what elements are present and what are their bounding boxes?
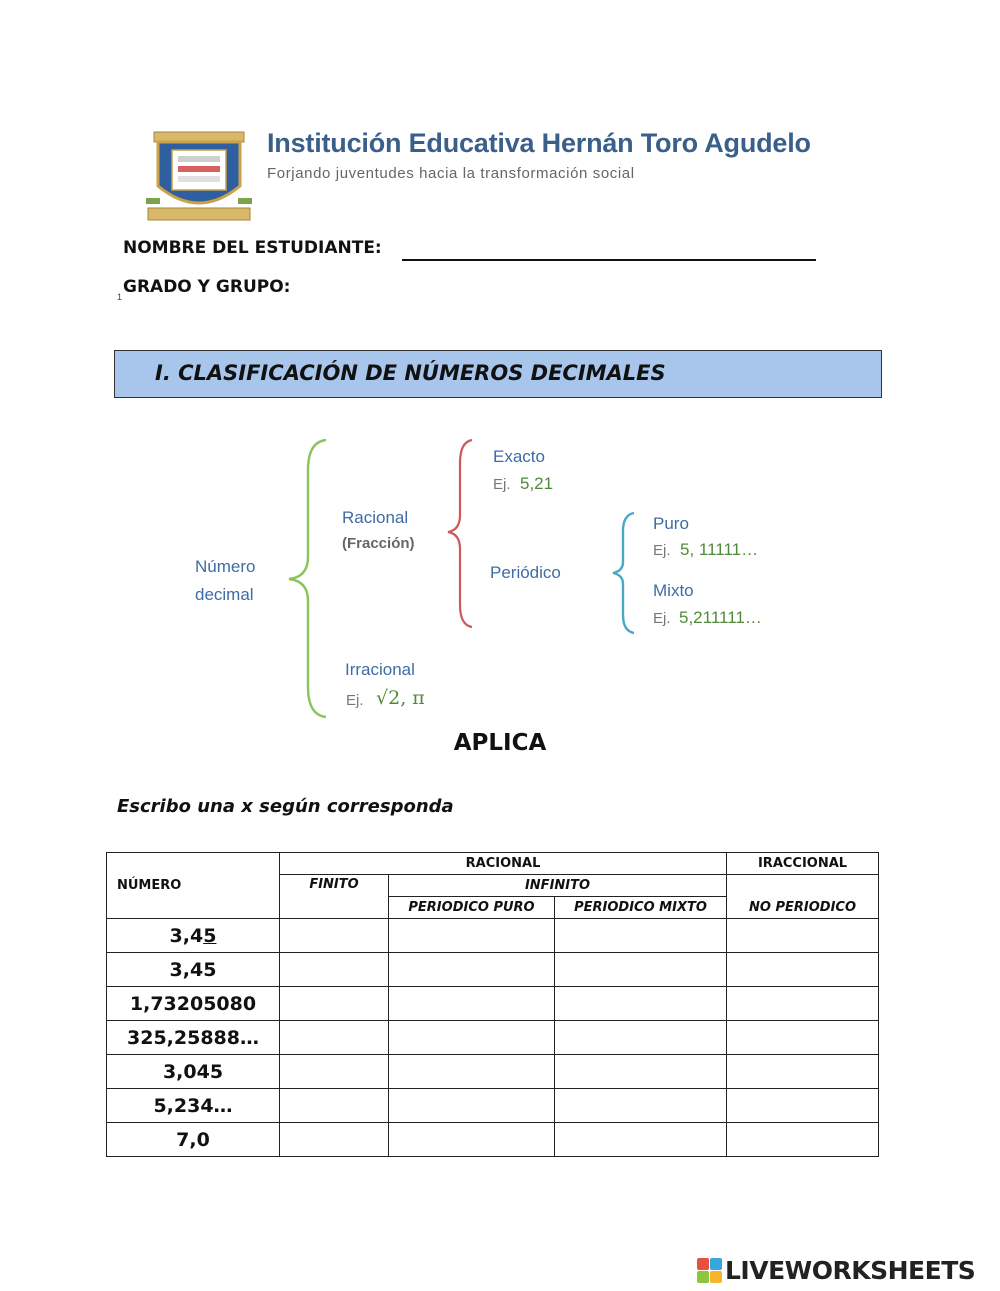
number-value: 1,73205080 <box>129 992 257 1015</box>
irracional-ej: Ej. <box>346 692 364 709</box>
answer-cell-finito[interactable] <box>280 1123 389 1157</box>
red-brace <box>448 440 472 627</box>
liveworksheets-text: LIVEWORKSHEETS <box>725 1256 976 1285</box>
liveworksheets-logo <box>697 1256 997 1286</box>
answer-cell-periodico-mixto[interactable] <box>555 1089 727 1123</box>
answer-cell-periodico-puro[interactable] <box>389 1123 555 1157</box>
answer-cell-periodico-mixto[interactable] <box>555 1123 727 1157</box>
racional-label: Racional <box>342 508 409 527</box>
irracional-blank-header <box>727 875 879 897</box>
number-cell <box>107 919 280 953</box>
number-value: 3,45 <box>169 958 217 981</box>
number-value: 325,25888… <box>127 1026 259 1049</box>
table-row <box>107 1021 879 1055</box>
table-row <box>107 987 879 1021</box>
puro-example: 5, 11111… <box>680 540 759 559</box>
answer-cell-finito[interactable] <box>280 987 389 1021</box>
instruction-text: Escribo una x según corresponda <box>117 796 454 817</box>
number-value: 7,0 <box>176 1128 210 1151</box>
answer-cell-periodico-puro[interactable] <box>389 953 555 987</box>
number-cell <box>107 1089 280 1123</box>
table-row <box>107 1089 879 1123</box>
stray-mark: 1 <box>117 292 123 302</box>
period-mark: 5 <box>203 924 217 947</box>
school-name: Institución Educativa Hernán Toro Agudelo <box>267 128 811 158</box>
answer-cell-no-periodico[interactable] <box>727 1021 879 1055</box>
number-cell <box>107 953 280 987</box>
answer-cell-periodico-puro[interactable] <box>389 1089 555 1123</box>
answer-cell-periodico-mixto[interactable] <box>555 953 727 987</box>
answer-cell-no-periodico[interactable] <box>727 1055 879 1089</box>
table-body <box>107 919 879 1157</box>
puro-label: Puro <box>653 514 689 533</box>
mixto-label: Mixto <box>653 581 694 600</box>
racional-header: RACIONAL <box>280 853 727 875</box>
periodico-puro-header: PERIODICO PURO <box>389 897 555 919</box>
answer-cell-finito[interactable] <box>280 1055 389 1089</box>
exacto-label: Exacto <box>493 447 545 466</box>
school-motto: Forjando juventudes hacia la transformación social <box>267 165 635 182</box>
answer-cell-no-periodico[interactable] <box>727 953 879 987</box>
table-row <box>107 1123 879 1157</box>
grade-group-label: GRADO Y GRUPO: <box>123 277 291 297</box>
irracional-example: √2, π <box>376 687 425 709</box>
answer-cell-periodico-mixto[interactable] <box>555 1055 727 1089</box>
aplica-title: APLICA <box>453 730 547 756</box>
answer-cell-no-periodico[interactable] <box>727 987 879 1021</box>
table-row <box>107 953 879 987</box>
infinito-header: INFINITO <box>389 875 727 897</box>
teal-brace <box>613 513 634 633</box>
answer-cell-periodico-puro[interactable] <box>389 987 555 1021</box>
school-crest-logo <box>140 128 258 224</box>
answer-cell-periodico-mixto[interactable] <box>555 919 727 953</box>
number-cell <box>107 1055 280 1089</box>
section-title: I. CLASIFICACIÓN DE NÚMEROS DECIMALES <box>155 361 666 385</box>
no-periodico-header: NO PERIODICO <box>727 897 879 919</box>
section-banner <box>114 350 882 398</box>
student-name-field[interactable] <box>402 259 816 261</box>
answer-cell-finito[interactable] <box>280 1089 389 1123</box>
table-row <box>107 919 879 953</box>
green-brace <box>289 440 326 717</box>
irracional-label: Irracional <box>345 660 415 679</box>
answer-cell-no-periodico[interactable] <box>727 1123 879 1157</box>
answer-cell-periodico-puro[interactable] <box>389 1055 555 1089</box>
root-label-line1: Número <box>195 557 256 576</box>
answer-cell-periodico-mixto[interactable] <box>555 1021 727 1055</box>
puro-ej: Ej. <box>653 542 671 559</box>
answer-cell-periodico-mixto[interactable] <box>555 987 727 1021</box>
answer-cell-finito[interactable] <box>280 919 389 953</box>
answer-cell-finito[interactable] <box>280 1021 389 1055</box>
number-cell <box>107 987 280 1021</box>
number-value: 5,234… <box>153 1094 233 1117</box>
answer-cell-finito[interactable] <box>280 953 389 987</box>
numero-header: NÚMERO <box>107 853 280 919</box>
root-label-line2: decimal <box>195 585 254 604</box>
table-row <box>107 1055 879 1089</box>
mixto-example: 5,211111… <box>679 608 762 627</box>
racional-sub-label: (Fracción) <box>342 535 415 552</box>
student-name-label: NOMBRE DEL ESTUDIANTE: <box>123 238 382 258</box>
answer-cell-no-periodico[interactable] <box>727 1089 879 1123</box>
exacto-ej: Ej. <box>493 476 511 493</box>
answer-cell-periodico-puro[interactable] <box>389 919 555 953</box>
answer-cell-periodico-puro[interactable] <box>389 1021 555 1055</box>
classification-table <box>106 852 879 1157</box>
number-value: 3,4 <box>169 924 204 947</box>
finito-header: FINITO <box>280 875 389 919</box>
periodico-mixto-header: PERIODICO MIXTO <box>555 897 727 919</box>
liveworksheets-icon <box>697 1258 723 1284</box>
number-cell <box>107 1123 280 1157</box>
irracional-header: IRACCIONAL <box>727 853 879 875</box>
periodico-label: Periódico <box>490 563 561 582</box>
classification-diagram <box>0 425 1000 725</box>
mixto-ej: Ej. <box>653 610 671 627</box>
number-cell <box>107 1021 280 1055</box>
answer-cell-no-periodico[interactable] <box>727 919 879 953</box>
exacto-example: 5,21 <box>520 474 554 493</box>
number-value: 3,045 <box>162 1060 224 1083</box>
